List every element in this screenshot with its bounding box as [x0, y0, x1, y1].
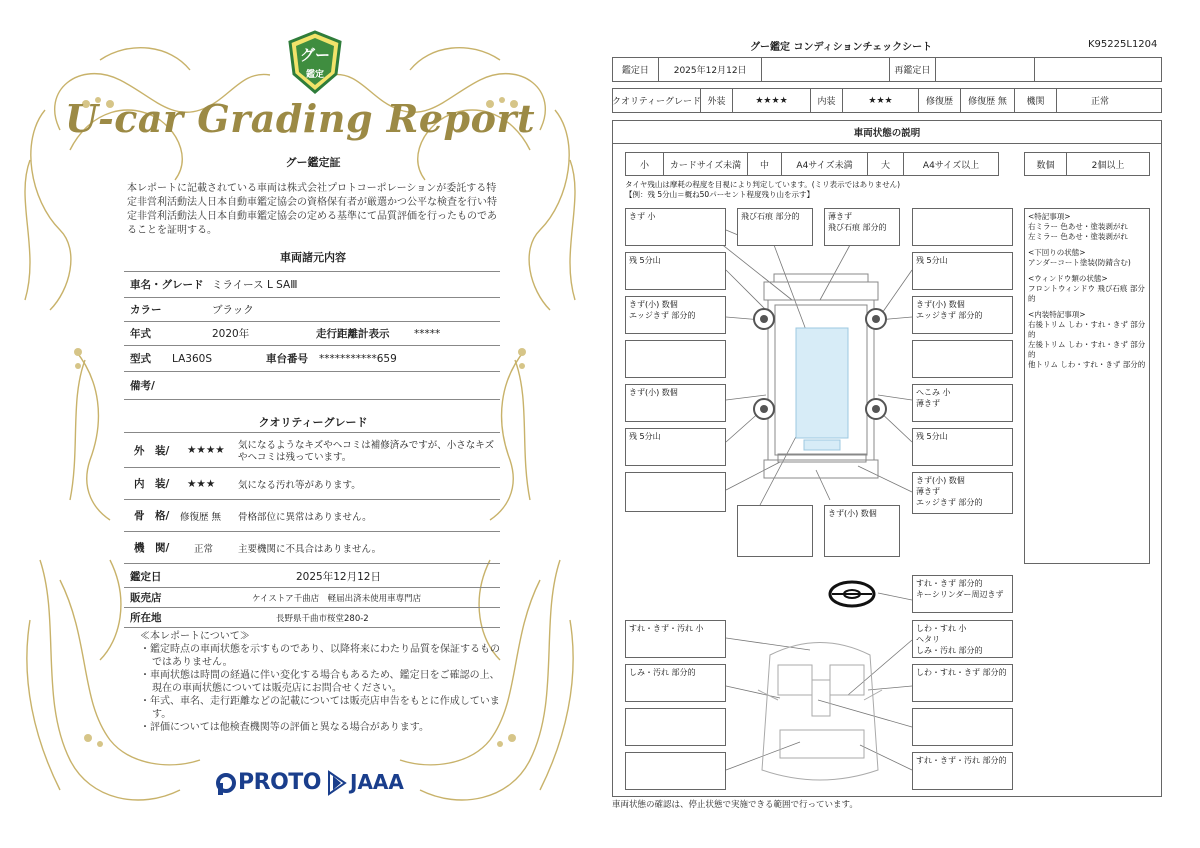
certificate-statement: 本レポートに記載されている車両は株式会社プロトコーポレーションが委託する特定非営利活動法人日本自動車鑑定協会の資格保有者が厳選かつ公平な検査を行い特定非営利活動法人日本自動車鑑定協会の定める基準にて品質評価を行ったものであることを証明する。 [127, 183, 497, 236]
large-label: 大 [868, 153, 904, 175]
name-label: 車名・グレード [130, 279, 204, 291]
label-line: 残 5分山 [916, 256, 948, 265]
grade-row-frame [124, 500, 500, 532]
interior-label-box [912, 708, 1013, 746]
count-desc: 2個以上 [1091, 160, 1125, 171]
exterior-label: 外装 [701, 89, 733, 112]
steering-wheel-icon [830, 582, 874, 606]
grade-description: 気になるようなキズやヘコミは補修済みですが、小さなキズやヘコミは残っています。 [238, 440, 495, 463]
condition-check-sheet [600, 0, 1200, 848]
special-note-line: 右ミラー 色あせ・塗装剥がれ [1028, 222, 1128, 231]
grade-label: 骨 格/ [134, 510, 170, 522]
jaaa-logo: JAAA [350, 770, 404, 794]
remarks-label: 備考/ [130, 380, 155, 392]
label-line: ヘタリ [916, 635, 940, 644]
repair-history-value: 修復歴 無 [961, 89, 1015, 112]
exterior-label-box [625, 472, 726, 512]
label-line: きず(小) 数個 [828, 509, 877, 518]
label-line: きず(小) 数個 [629, 388, 678, 397]
appraisal-date-value: 2025年12月12日 [296, 571, 381, 583]
label-line: すれ・きず・汚れ 小 [629, 624, 704, 633]
interior-label-box [625, 752, 726, 790]
grade-description: 主要機関に不具合はありません。 [238, 543, 382, 555]
grade-label: 機 関/ [134, 542, 170, 554]
tire-note-line-2: 【例：残 5分山＝概ね50パーセント程度残り山を示す】 [625, 190, 815, 199]
grade-value: ★★★★ [187, 444, 225, 456]
goo-kantei-badge-logo [286, 30, 344, 96]
dealer-value: ケイストア千曲店 軽届出済未使用車専門店 [252, 593, 422, 604]
engine-label: 機関 [1015, 89, 1057, 112]
svg-text:グー: グー [299, 46, 331, 64]
interior-label-box [912, 664, 1013, 702]
label-line: キーシリンダー周辺きず [916, 590, 1004, 599]
label-line: エッジきず 部分的 [916, 311, 983, 320]
special-note-line: 右後トリム しわ・すれ・きず 部分的 [1028, 320, 1146, 339]
tire-label-box [625, 252, 726, 290]
label-line: しわ・すれ・きず 部分的 [916, 668, 1007, 677]
small-label: 小 [626, 153, 664, 175]
interior-label-box [625, 708, 726, 746]
model-label: 型式 [130, 353, 151, 365]
special-note-line: <特記事項> [1028, 212, 1071, 221]
sheet-title: グー鑑定 コンディションチェックシート [750, 42, 933, 53]
exterior-label-box [625, 208, 726, 246]
exterior-label-box [625, 340, 726, 378]
interior-label-box [912, 620, 1013, 658]
label-line: 薄きず [916, 487, 940, 496]
interior-label-box [912, 575, 1013, 613]
sheet-document-id: K95225L1204 [1088, 39, 1158, 50]
exterior-label-box [912, 472, 1013, 514]
spec-row-model [124, 346, 500, 372]
label-line: 残 5分山 [629, 432, 661, 441]
special-note-line: <内装特記事項> [1028, 310, 1086, 319]
year-label: 年式 [130, 328, 151, 340]
note-item: ・評価については他検査機関等の評価と異なる場合があります。 [140, 722, 429, 733]
label-line: しみ・汚れ 部分的 [629, 668, 696, 677]
report-notes [140, 630, 500, 734]
notes-title: ≪本レポートについて≫ [140, 631, 250, 642]
address-label: 所在地 [130, 612, 162, 624]
color-value: ブラック [212, 304, 254, 316]
grade-value: 修復歴 無 [180, 511, 222, 523]
address-row [124, 608, 500, 628]
grade-value: ★★★ [187, 477, 216, 490]
note-item: ・年式、車名、走行距離などの記載については販売店申告をもとに作成しています。 [140, 696, 500, 720]
exterior-value: ★★★★ [733, 89, 811, 112]
exterior-label-box [912, 340, 1013, 378]
label-line: エッジきず 部分的 [629, 311, 696, 320]
interior-label-box [625, 664, 726, 702]
spec-row-name [124, 271, 500, 298]
color-label: カラー [130, 304, 162, 316]
exterior-label-box [625, 296, 726, 334]
exterior-label-box [625, 384, 726, 422]
quality-grade-label: クオリティーグレード [613, 89, 701, 112]
special-note-line: <ウィンドウ類の状態> [1028, 274, 1108, 283]
large-desc: A4サイズ以上 [922, 160, 980, 171]
label-line: しわ・すれ 小 [916, 624, 967, 633]
appraisal-date-label: 鑑定日 [130, 571, 162, 583]
special-note-line: 左後トリム しわ・すれ・きず 部分的 [1028, 340, 1146, 359]
label-line: しみ・汚れ 部分的 [916, 646, 983, 655]
dealer-label: 販売店 [130, 592, 162, 604]
model-value: LA360S [172, 352, 212, 365]
exterior-label-box [737, 208, 813, 246]
proto-logo: PROTO [238, 770, 321, 795]
exterior-label-box [912, 384, 1013, 422]
label-line: エッジきず 部分的 [916, 498, 983, 507]
special-note-line: 他トリム しわ・すれ・きず 部分的 [1028, 360, 1146, 369]
chassis-value: ***********659 [319, 352, 397, 365]
mid-desc: A4サイズ未満 [782, 153, 868, 175]
exterior-label-box [737, 505, 813, 557]
grade-row-interior [124, 468, 500, 500]
sheet-footer-note: 車両状態の確認は、停止状態で実施できる範囲で行っています。 [612, 800, 858, 810]
mileage-label: 走行距離計表示 [316, 328, 390, 340]
interior-value: ★★★ [843, 89, 919, 112]
special-note-line: 左ミラー 色あせ・塗装剥がれ [1028, 232, 1128, 241]
count-label: 数個 [1025, 153, 1067, 175]
svg-text:鑑定: 鑑定 [305, 70, 325, 80]
certificate-title: グー鑑定証 [285, 156, 341, 169]
grade-value: 正常 [194, 543, 214, 555]
exterior-label-box [912, 208, 1013, 246]
name-value: ミライース L SAⅢ [212, 279, 298, 291]
tire-note-line-1: タイヤ残山は摩耗の程度を目視により判定しています。(ミリ表示ではありません) [625, 180, 901, 189]
exterior-label-box [824, 505, 900, 557]
chassis-label: 車台番号 [266, 353, 308, 365]
label-line: 残 5分山 [916, 432, 948, 441]
engine-value: 正常 [1090, 97, 1109, 107]
label-line: きず(小) 数個 [629, 300, 678, 309]
jaaa-logo-mark-icon [327, 770, 347, 796]
condition-heading: 車両状態の説明 [612, 120, 1162, 144]
label-line: 薄きず [916, 399, 940, 408]
label-line: 残 5分山 [629, 256, 661, 265]
special-note-line: フロントウィンドウ 飛び石痕 部分的 [1028, 284, 1145, 303]
tire-label-box [625, 428, 726, 466]
grade-description: 骨格部位に異常はありません。 [238, 511, 372, 523]
exterior-label-box [824, 208, 900, 246]
label-line: 薄きず [828, 212, 852, 221]
interior-label-box [912, 752, 1013, 790]
special-note-line: アンダーコート塗装(防錆含む) [1028, 258, 1131, 267]
special-note-line: <下回りの状態> [1028, 248, 1086, 257]
label-line: すれ・きず・汚れ 部分的 [916, 756, 1007, 765]
grade-row-exterior [124, 432, 500, 468]
label-line: すれ・きず 部分的 [916, 579, 983, 588]
label-line: きず 小 [629, 212, 656, 221]
tire-label-box [912, 428, 1013, 466]
note-item: ・車両状態は時間の経過に伴い変化する場合もあるため、鑑定日をご確認の上、現在の車両状態については販売店にお問合せください。 [140, 670, 500, 694]
note-item: ・鑑定時点の車両状態を示すものであり、以降将来にわたり品質を保証するものではありません。 [140, 644, 500, 668]
spec-row-color [124, 298, 500, 322]
mid-label: 中 [748, 153, 782, 175]
proto-logo-mark-icon [216, 772, 236, 796]
quality-heading: クオリティーグレード [258, 416, 368, 429]
label-line: きず(小) 数個 [916, 300, 965, 309]
spec-heading: 車両諸元内容 [280, 251, 346, 264]
repair-history-label: 修復歴 [919, 89, 961, 112]
year-value: 2020年 [212, 328, 250, 340]
mileage-value: ***** [414, 327, 441, 340]
interior-label-box [625, 620, 726, 658]
interior-label: 内装 [811, 89, 843, 112]
script-title: U-car Grading Report [64, 96, 536, 141]
label-line: 飛び石痕 部分的 [828, 223, 887, 232]
small-desc: カードサイズ未満 [664, 153, 748, 175]
grade-description: 気になる汚れ等があります。 [238, 479, 361, 491]
dealer-row [124, 588, 500, 608]
label-line: 飛び石痕 部分的 [741, 212, 800, 221]
appraisal-date-row [124, 566, 500, 588]
exterior-label-box [912, 296, 1013, 334]
special-notes-box [1024, 208, 1150, 564]
address-value: 長野県千曲市桜堂280-2 [276, 613, 369, 624]
spec-row-remarks [124, 372, 500, 400]
grade-label: 内 装/ [134, 478, 170, 490]
label-line: へこみ 小 [916, 388, 951, 397]
tire-label-box [912, 252, 1013, 290]
label-line: きず(小) 数個 [916, 476, 965, 485]
grade-row-engine [124, 532, 500, 564]
spec-row-year [124, 322, 500, 346]
reappraisal-label: 再鑑定日 [890, 58, 936, 81]
date-value: 2025年12月12日 [659, 58, 763, 81]
grade-label: 外 装/ [134, 444, 170, 457]
date-label: 鑑定日 [613, 58, 659, 81]
